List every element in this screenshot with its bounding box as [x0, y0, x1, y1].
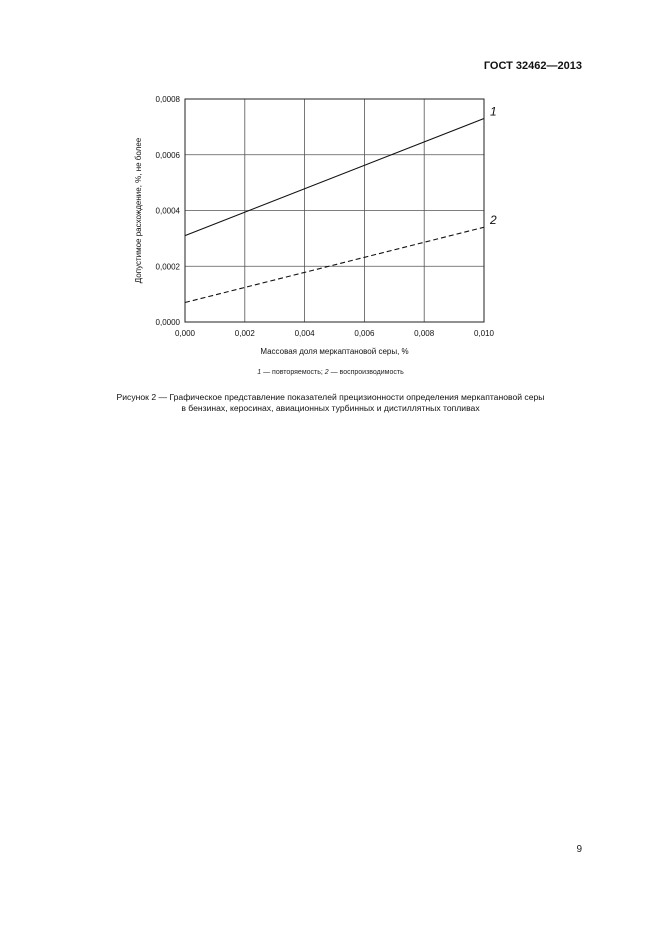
series-2-label: 2 [490, 213, 497, 228]
page-number: 9 [576, 844, 582, 855]
y-tick-label: 0,0002 [155, 262, 180, 272]
y-tick-label: 0,0000 [155, 318, 180, 327]
x-tick-label: 0,008 [414, 329, 435, 338]
y-axis-label: Допустимое расхождение, %, не более [134, 137, 143, 284]
legend-series-1-number: 1 [257, 369, 262, 376]
figure-caption-line-2: в бензинах, керосинах, авиационных турбинных и дистиллятных топливах [181, 403, 480, 413]
x-axis-label: Массовая доля меркаптановой серы, % [260, 347, 409, 356]
series-1-label: 1 [490, 104, 497, 119]
x-tick-label: 0,004 [294, 329, 315, 338]
x-tick-label: 0,010 [473, 329, 495, 338]
x-tick-label: 0,002 [234, 329, 255, 338]
x-tick-label: 0,000 [174, 329, 196, 338]
precision-chart [0, 0, 661, 360]
x-tick-label: 0,006 [354, 329, 375, 338]
standard-number: ГОСТ 32462—2013 [483, 60, 582, 72]
figure-caption-line-1: Рисунок 2 — Графическое представление показателей прецизионности определения меркаптановой серы [116, 392, 545, 402]
figure-caption [0, 392, 661, 414]
series-1-line [185, 119, 484, 236]
series-2-line [185, 227, 484, 302]
chart-legend [0, 369, 661, 376]
y-tick-label: 0,0006 [155, 150, 180, 160]
y-tick-label: 0,0004 [155, 206, 180, 216]
legend-series-2-number: 2 [324, 369, 329, 376]
y-tick-label: 0,0008 [155, 95, 180, 104]
legend-series-2-text: — воспроизводимость [328, 369, 404, 376]
legend-series-1-text: — повторяемость; [261, 369, 325, 376]
